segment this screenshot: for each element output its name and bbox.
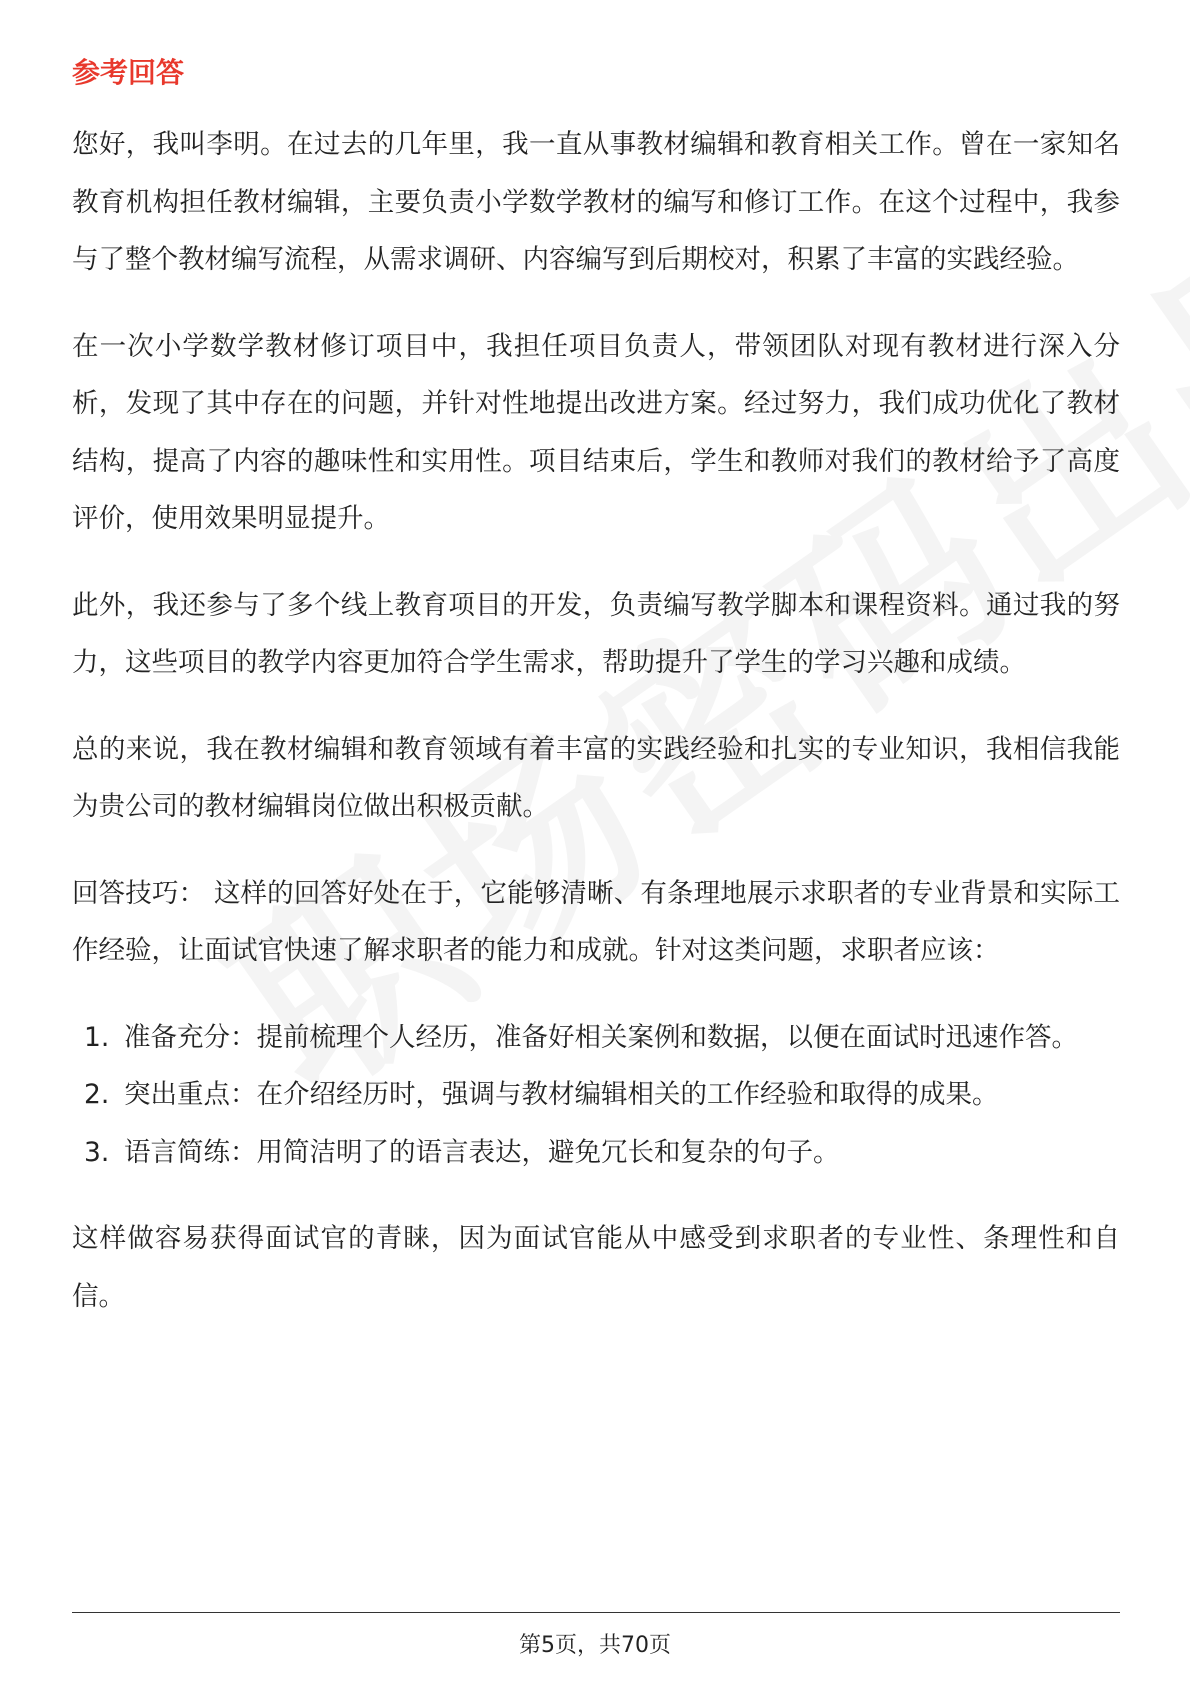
page-number: 第5页，共70页 (519, 1633, 671, 1658)
list-item (72, 1124, 1120, 1182)
paragraph-online: 此外，我还参与了多个线上教育项目的开发，负责编写教学脚本和课程资料。通过我的努力，这些项目的教学内容更加符合学生需求，帮助提升了学生的学习兴趣和成绩。 (72, 589, 1120, 678)
paragraph-intro: 您好，我叫李明。在过去的几年里，我一直从事教材编辑和教育相关工作。曾在一家知名教育机构担任教材编辑，主要负责小学数学教材的编写和修订工作。在这个过程中，我参与了整个教材编写流程，从需求调研、内容编写到后期校对，积累了丰富的实践经验。 (72, 129, 1120, 275)
paragraph-project: 在一次小学数学教材修订项目中，我担任项目负责人，带领团队对现有教材进行深入分析，发现了其中存在的问题，并针对性地提出改进方案。经过努力，我们成功优化了教材结构，提高了内容的趣味性和实用性。项目结束后，学生和教师对我们的教材给予了高度评价，使用效果明显提升。 (72, 330, 1120, 534)
list-item-text: 语言简练：用简洁明了的语言表达，避免冗长和复杂的句子。 (124, 1136, 840, 1168)
list-number: 2. (84, 1079, 110, 1110)
document-body (72, 48, 1120, 1354)
tips-list (72, 1009, 1120, 1182)
paragraph-summary: 总的来说，我在教材编辑和教育领域有着丰富的实践经验和扎实的专业知识，我相信我能为贵公司的教材编辑岗位做出积极贡献。 (72, 733, 1120, 822)
list-item-text: 突出重点：在介绍经历时，强调与教材编辑相关的工作经验和取得的成果。 (124, 1079, 999, 1110)
list-number: 3. (84, 1136, 110, 1168)
paragraph-tips-intro: 回答技巧： 这样的回答好处在于，它能够清晰、有条理地展示求职者的专业背景和实际工作经验，让面试官快速了解求职者的能力和成就。针对这类问题，求职者应该： (72, 877, 1120, 966)
list-item-text: 准备充分：提前梳理个人经历，准备好相关案例和数据，以便在面试时迅速作答。 (124, 1021, 1078, 1053)
list-item (72, 1009, 1120, 1067)
section-heading: 参考回答 (72, 56, 185, 89)
list-item (72, 1066, 1120, 1124)
footer-divider (72, 1612, 1120, 1613)
paragraph-closing: 这样做容易获得面试官的青睐，因为面试官能从中感受到求职者的专业性、条理性和自信。 (72, 1223, 1120, 1312)
list-number: 1. (84, 1021, 110, 1053)
